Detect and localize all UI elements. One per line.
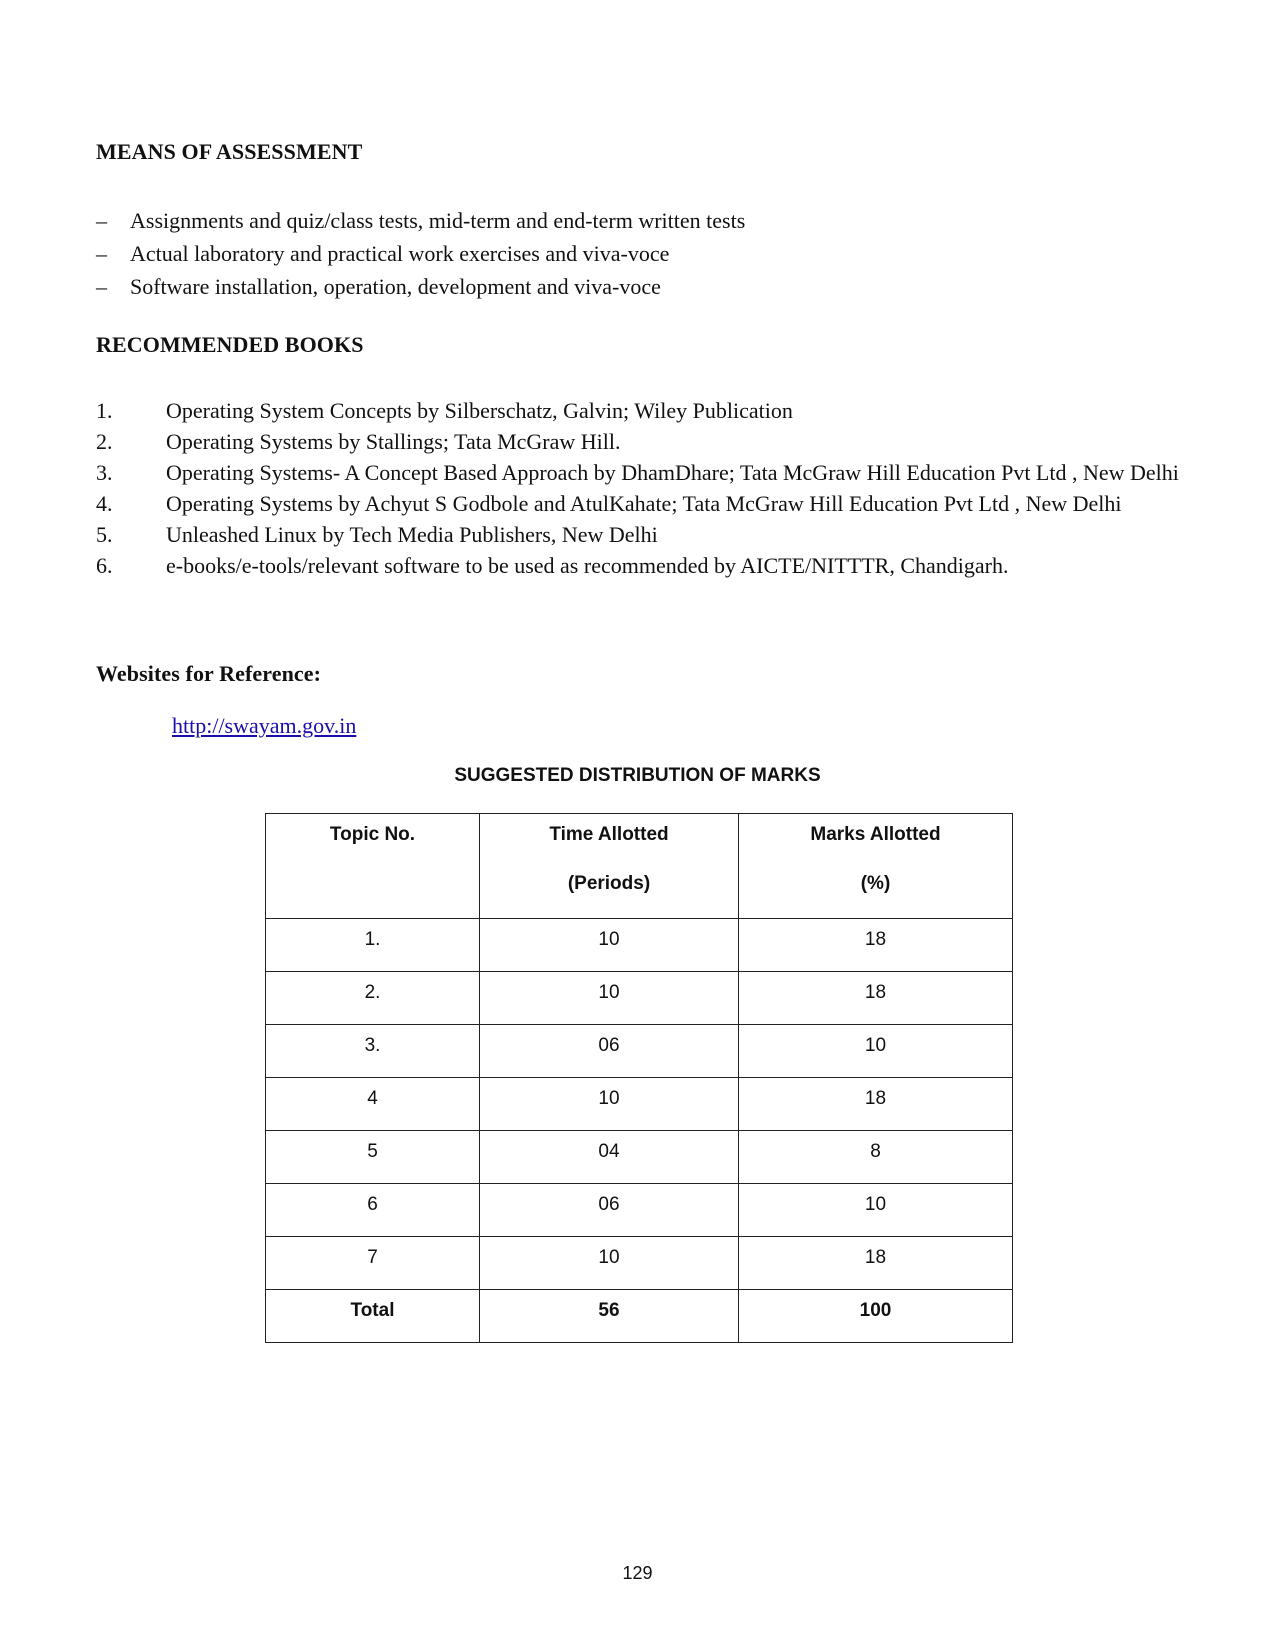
header-line: (Periods) xyxy=(567,873,651,894)
table-cell xyxy=(480,1078,739,1131)
cell-text: 4 xyxy=(367,1088,378,1109)
table-row xyxy=(266,1237,1013,1290)
list-item xyxy=(96,204,745,237)
table-cell xyxy=(266,1184,480,1237)
cell-text: 10 xyxy=(598,982,620,1003)
list-item-text: Software installation, operation, development and viva-voce xyxy=(130,274,661,299)
list-item-text: Assignments and quiz/class tests, mid-term and end-term written tests xyxy=(130,208,746,233)
table-cell xyxy=(266,1025,480,1078)
table-cell xyxy=(266,919,480,972)
header-line: (%) xyxy=(860,873,891,894)
book-text: e-books/e-tools/relevant software to be used as recommended by AICTE/NITTTR, Chandigarh. xyxy=(166,553,1009,578)
table-cell xyxy=(739,1025,1013,1078)
book-number: 2. xyxy=(96,429,113,454)
cell-text: 18 xyxy=(864,1088,887,1109)
table-row xyxy=(266,1078,1013,1131)
cell-text: 56 xyxy=(598,1300,620,1321)
list-item xyxy=(96,270,745,303)
cell-text: 10 xyxy=(598,929,620,950)
table-cell xyxy=(480,919,739,972)
table-cell xyxy=(266,1078,480,1131)
cell-text: 3. xyxy=(364,1035,381,1056)
book-text: Operating Systems by Stallings; Tata McGraw Hill. xyxy=(166,429,621,454)
cell-text: 18 xyxy=(864,1247,887,1268)
book-text: Operating Systems by Achyut S Godbole and AtulKahate; Tata McGraw Hill Education Pvt Ltd , New Delhi xyxy=(166,491,1122,516)
table-row xyxy=(266,1131,1013,1184)
distribution-table-title: SUGGESTED DISTRIBUTION OF MARKS xyxy=(454,765,821,786)
book-item xyxy=(96,395,1206,426)
book-text: Operating Systems- A Concept Based Approach by DhamDhare; Tata McGraw Hill Education Pvt Ltd , New Delhi xyxy=(166,460,1179,485)
book-number: 4. xyxy=(96,491,113,516)
table-cell xyxy=(480,972,739,1025)
book-item xyxy=(96,550,1206,581)
dash-bullet: – xyxy=(96,241,107,266)
table-cell xyxy=(739,1184,1013,1237)
table-total-row xyxy=(266,1290,1013,1343)
table-row xyxy=(266,972,1013,1025)
book-text: Unleashed Linux by Tech Media Publishers, New Delhi xyxy=(166,522,658,547)
cell-text: 10 xyxy=(864,1035,887,1056)
books-heading: RECOMMENDED BOOKS xyxy=(96,332,364,357)
book-item xyxy=(96,457,1206,488)
cell-text: 10 xyxy=(864,1194,887,1215)
cell-text: 100 xyxy=(859,1300,892,1321)
table-cell xyxy=(266,972,480,1025)
websites-heading: Websites for Reference: xyxy=(96,661,322,686)
book-text: Operating System Concepts by Silberschatz, Galvin; Wiley Publication xyxy=(166,398,793,423)
header-time-allotted xyxy=(480,814,739,919)
table-cell xyxy=(739,972,1013,1025)
book-number: 5. xyxy=(96,522,113,547)
cell-text: 10 xyxy=(598,1247,620,1268)
cell-text: 18 xyxy=(864,929,887,950)
book-number: 6. xyxy=(96,553,113,578)
table-cell xyxy=(739,1290,1013,1343)
cell-text: 1. xyxy=(364,929,381,950)
table-cell xyxy=(739,1131,1013,1184)
cell-text: 04 xyxy=(598,1141,620,1162)
books-list xyxy=(96,395,1206,581)
header-line: Time Allotted xyxy=(549,824,669,845)
header-line: Topic No. xyxy=(329,824,416,845)
cell-text: 18 xyxy=(864,982,887,1003)
table-cell xyxy=(739,1078,1013,1131)
table-cell xyxy=(266,1237,480,1290)
book-item xyxy=(96,519,1206,550)
book-number: 1. xyxy=(96,398,113,423)
table-cell xyxy=(266,1290,480,1343)
cell-text: 5 xyxy=(367,1141,378,1162)
cell-text: 2. xyxy=(364,982,381,1003)
table-cell xyxy=(480,1184,739,1237)
list-item-text: Actual laboratory and practical work exercises and viva-voce xyxy=(130,241,670,266)
cell-text: 7 xyxy=(367,1247,378,1268)
table-row xyxy=(266,1025,1013,1078)
cell-text: 06 xyxy=(598,1194,620,1215)
table-row xyxy=(266,919,1013,972)
cell-text: Total xyxy=(350,1300,395,1321)
table-row xyxy=(266,1184,1013,1237)
table-header-row xyxy=(266,814,1013,919)
book-item xyxy=(96,488,1206,519)
table-cell xyxy=(266,1131,480,1184)
cell-text: 6 xyxy=(367,1194,378,1215)
table-cell xyxy=(480,1025,739,1078)
list-item xyxy=(96,237,745,270)
page-number: 129 xyxy=(622,1563,653,1583)
swayam-link[interactable]: http://swayam.gov.in xyxy=(172,713,357,738)
table-cell xyxy=(739,919,1013,972)
cell-text: 06 xyxy=(598,1035,620,1056)
marks-distribution-table xyxy=(265,813,1013,1343)
cell-text: 10 xyxy=(598,1088,620,1109)
table-cell xyxy=(480,1290,739,1343)
table-cell xyxy=(480,1237,739,1290)
header-topic-no xyxy=(266,814,480,919)
cell-text: 8 xyxy=(870,1141,881,1162)
header-line: Marks Allotted xyxy=(810,824,941,845)
book-item xyxy=(96,426,1206,457)
book-number: 3. xyxy=(96,460,113,485)
dash-bullet: – xyxy=(96,208,107,233)
header-marks-allotted xyxy=(739,814,1013,919)
dash-bullet: – xyxy=(96,274,107,299)
table-cell xyxy=(480,1131,739,1184)
assessment-heading: MEANS OF ASSESSMENT xyxy=(96,139,363,164)
assessment-list xyxy=(96,204,745,303)
table-cell xyxy=(739,1237,1013,1290)
